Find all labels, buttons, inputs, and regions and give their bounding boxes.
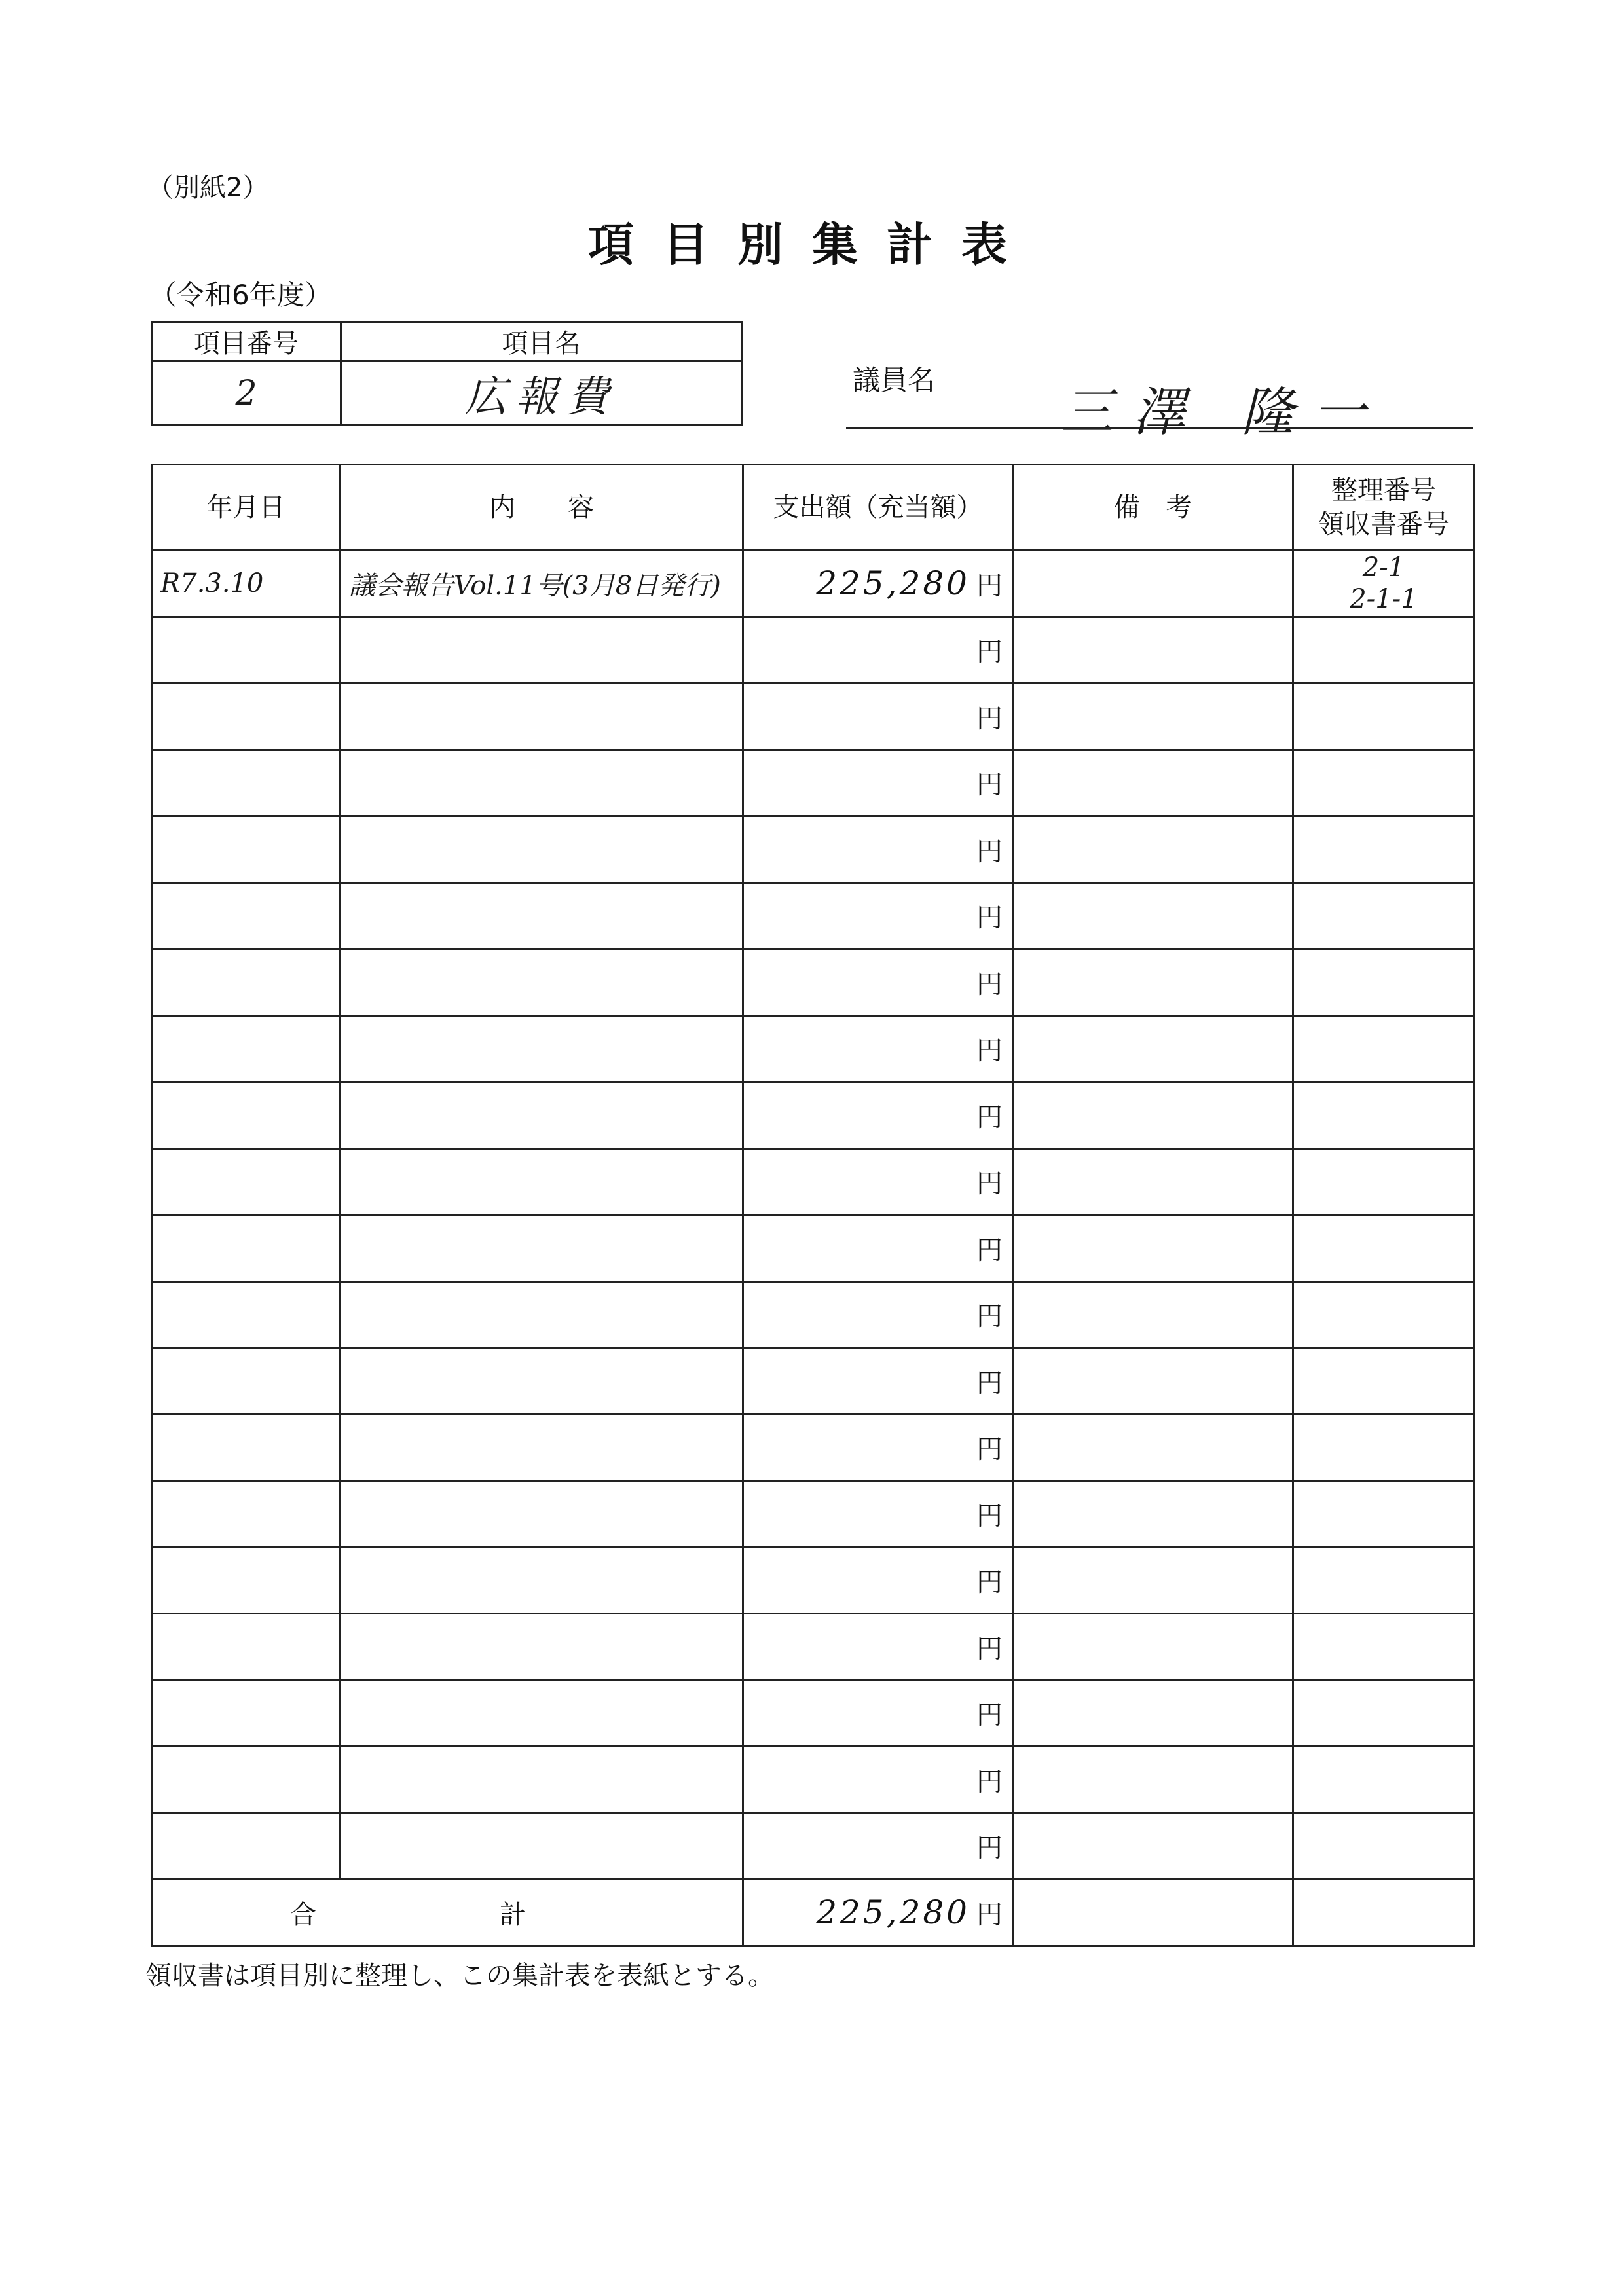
item-no-value: 2 <box>235 373 257 413</box>
table-row <box>152 883 1475 949</box>
row-content[interactable] <box>341 1414 743 1481</box>
table-row <box>152 1414 1475 1481</box>
yen-unit: 円 <box>976 1235 1003 1266</box>
row-date[interactable] <box>152 1215 341 1282</box>
yen-unit: 円 <box>976 1434 1003 1465</box>
member-label: 議員名 <box>853 364 936 396</box>
row-date[interactable] <box>152 1348 341 1415</box>
row-content[interactable] <box>341 750 743 816</box>
table-row <box>152 1680 1475 1747</box>
row-notes[interactable] <box>1013 949 1293 1016</box>
yen-unit: 円 <box>976 571 1003 602</box>
row-content[interactable] <box>341 1348 743 1415</box>
row-notes[interactable] <box>1013 1614 1293 1681</box>
row-content[interactable] <box>341 883 743 949</box>
row-amount-cell[interactable] <box>743 1813 1013 1880</box>
row-notes[interactable] <box>1013 683 1293 750</box>
row-date[interactable] <box>152 1481 341 1548</box>
yen-unit: 円 <box>976 637 1003 668</box>
row-content[interactable] <box>341 1680 743 1747</box>
row-amount-cell[interactable] <box>743 816 1013 883</box>
row-amount-cell[interactable] <box>743 551 1013 617</box>
yen-unit: 円 <box>976 903 1003 934</box>
table-row <box>152 1015 1475 1082</box>
total-label: 合 計 <box>152 1880 743 1946</box>
row-content[interactable] <box>341 1747 743 1813</box>
row-amount-cell[interactable] <box>743 883 1013 949</box>
row-content[interactable] <box>341 1015 743 1082</box>
yen-unit: 円 <box>976 703 1003 734</box>
table-row <box>152 1547 1475 1614</box>
row-ref[interactable] <box>1293 1547 1475 1614</box>
row-date[interactable] <box>152 1148 341 1215</box>
row-notes[interactable] <box>1013 1680 1293 1747</box>
row-ref[interactable] <box>1293 1614 1475 1681</box>
row-notes[interactable] <box>1013 1813 1293 1880</box>
row-ref[interactable] <box>1293 1215 1475 1282</box>
header-ref-line2: 領収書番号 <box>1318 509 1449 539</box>
row-notes[interactable] <box>1013 750 1293 816</box>
row-date[interactable] <box>152 1015 341 1082</box>
member-name-underline <box>846 427 1473 429</box>
row-date[interactable] <box>152 750 341 816</box>
yen-unit: 円 <box>976 1567 1003 1598</box>
yen-unit: 円 <box>976 1036 1003 1066</box>
header-notes: 備 考 <box>1013 465 1293 551</box>
table-row <box>152 1747 1475 1813</box>
header-date: 年月日 <box>152 465 341 551</box>
row-content[interactable] <box>341 1614 743 1681</box>
yen-unit: 円 <box>976 1700 1003 1731</box>
row-content[interactable] <box>341 949 743 1016</box>
row-notes[interactable] <box>1013 1747 1293 1813</box>
yen-unit: 円 <box>976 1368 1003 1398</box>
row-content[interactable] <box>341 1547 743 1614</box>
row-ref[interactable] <box>1293 683 1475 750</box>
row-ref[interactable] <box>1293 1281 1475 1348</box>
header-amount: 支出額（充当額） <box>743 465 1013 551</box>
row-ref[interactable] <box>1293 617 1475 683</box>
row-date[interactable] <box>152 1614 341 1681</box>
row-ref-line2: 2-1-1 <box>1350 584 1418 615</box>
member-name[interactable]: 三澤 隆一 <box>1061 382 1386 443</box>
item-table <box>151 321 743 426</box>
row-ref[interactable] <box>1293 816 1475 883</box>
fiscal-year: （令和6年度） <box>149 279 332 311</box>
row-date[interactable] <box>152 1414 341 1481</box>
yen-unit: 円 <box>976 770 1003 801</box>
row-ref[interactable] <box>1293 551 1475 617</box>
row-date[interactable] <box>152 1680 341 1747</box>
row-notes[interactable] <box>1013 1215 1293 1282</box>
row-amount-cell[interactable] <box>743 1547 1013 1614</box>
row-content[interactable] <box>341 1148 743 1215</box>
header-ref <box>1293 465 1475 551</box>
row-ref[interactable] <box>1293 1414 1475 1481</box>
row-date[interactable] <box>152 1281 341 1348</box>
row-ref[interactable] <box>1293 883 1475 949</box>
yen-unit: 円 <box>976 969 1003 1000</box>
row-date[interactable] <box>152 883 341 949</box>
row-amount-cell[interactable] <box>743 1680 1013 1747</box>
table-row <box>152 551 1475 617</box>
row-ref[interactable] <box>1293 750 1475 816</box>
row-ref[interactable] <box>1293 1082 1475 1149</box>
page-title: 項目別集計表 <box>588 218 1036 272</box>
row-notes[interactable] <box>1013 883 1293 949</box>
sheet-label: （別紙2） <box>147 173 269 203</box>
row-ref-line1: 2-1 <box>1362 553 1405 583</box>
expense-table <box>151 464 1475 1947</box>
yen-unit: 円 <box>976 1501 1003 1531</box>
total-yen-unit: 円 <box>976 1900 1003 1931</box>
row-content[interactable] <box>341 1082 743 1149</box>
row-date[interactable] <box>152 1082 341 1149</box>
row-notes[interactable] <box>1013 1348 1293 1415</box>
row-date[interactable] <box>152 949 341 1016</box>
row-amount-cell[interactable] <box>743 1747 1013 1813</box>
row-notes[interactable] <box>1013 1015 1293 1082</box>
row-ref[interactable] <box>1293 1747 1475 1813</box>
yen-unit: 円 <box>976 1633 1003 1664</box>
table-row <box>152 1215 1475 1282</box>
table-row <box>152 1813 1475 1880</box>
item-name-cell[interactable] <box>341 361 742 426</box>
item-no-cell[interactable] <box>152 361 341 426</box>
row-ref[interactable] <box>1293 1348 1475 1415</box>
table-row <box>152 1348 1475 1415</box>
row-date[interactable] <box>152 1747 341 1813</box>
item-no-header: 項目番号 <box>152 322 341 361</box>
row-notes[interactable] <box>1013 1481 1293 1548</box>
item-name-header: 項目名 <box>341 322 742 361</box>
yen-unit: 円 <box>976 1102 1003 1133</box>
yen-unit: 円 <box>976 1169 1003 1199</box>
row-content[interactable] <box>341 816 743 883</box>
header-content: 内 容 <box>341 465 743 551</box>
row-content[interactable] <box>341 617 743 683</box>
row-amount-cell[interactable] <box>743 1414 1013 1481</box>
yen-unit: 円 <box>976 1833 1003 1864</box>
row-date[interactable] <box>152 617 341 683</box>
row-notes[interactable] <box>1013 1281 1293 1348</box>
row-content[interactable]: 議会報告Vol.11号(3月8日発行) <box>341 551 743 617</box>
row-amount-cell[interactable] <box>743 1015 1013 1082</box>
row-notes[interactable] <box>1013 1547 1293 1614</box>
row-content[interactable] <box>341 683 743 750</box>
table-row <box>152 1281 1475 1348</box>
header-ref-line1: 整理番号 <box>1331 475 1436 505</box>
table-row <box>152 617 1475 683</box>
expense-table-header <box>152 465 1475 551</box>
row-ref[interactable] <box>1293 1015 1475 1082</box>
row-notes[interactable] <box>1013 1414 1293 1481</box>
row-amount-cell[interactable] <box>743 1481 1013 1548</box>
table-row <box>152 1082 1475 1149</box>
row-date[interactable] <box>152 1813 341 1880</box>
table-row <box>152 949 1475 1016</box>
table-row <box>152 1148 1475 1215</box>
table-row <box>152 1481 1475 1548</box>
row-amount-cell[interactable] <box>743 1614 1013 1681</box>
total-amount-cell[interactable] <box>743 1880 1013 1946</box>
row-amount-cell[interactable] <box>743 617 1013 683</box>
row-amount-cell[interactable] <box>743 1348 1013 1415</box>
row-amount-cell[interactable] <box>743 1215 1013 1282</box>
row-date[interactable] <box>152 816 341 883</box>
total-ref[interactable] <box>1293 1880 1475 1946</box>
row-amount-cell[interactable] <box>743 1082 1013 1149</box>
row-amount-cell[interactable] <box>743 750 1013 816</box>
row-ref[interactable] <box>1293 1148 1475 1215</box>
item-name-value: 広報費 <box>464 373 618 422</box>
row-amount: 225,280 <box>816 564 970 603</box>
row-amount-cell[interactable] <box>743 949 1013 1016</box>
table-row <box>152 750 1475 816</box>
total-notes[interactable] <box>1013 1880 1293 1946</box>
table-row <box>152 1614 1475 1681</box>
footer-note: 領収書は項目別に整理し、この集計表を表紙とする。 <box>145 1961 774 1991</box>
row-amount-cell[interactable] <box>743 1281 1013 1348</box>
total-amount: 225,280 <box>816 1893 970 1932</box>
yen-unit: 円 <box>976 836 1003 867</box>
yen-unit: 円 <box>976 1302 1003 1332</box>
row-date[interactable] <box>152 683 341 750</box>
row-date[interactable] <box>152 1547 341 1614</box>
row-content[interactable] <box>341 1281 743 1348</box>
table-row <box>152 683 1475 750</box>
yen-unit: 円 <box>976 1766 1003 1797</box>
row-ref[interactable] <box>1293 949 1475 1016</box>
row-amount-cell[interactable] <box>743 683 1013 750</box>
row-notes[interactable] <box>1013 551 1293 617</box>
row-amount-cell[interactable] <box>743 1148 1013 1215</box>
row-ref[interactable] <box>1293 1481 1475 1548</box>
row-ref[interactable] <box>1293 1813 1475 1880</box>
row-content[interactable] <box>341 1215 743 1282</box>
row-notes[interactable] <box>1013 816 1293 883</box>
row-content[interactable] <box>341 1813 743 1880</box>
row-notes[interactable] <box>1013 617 1293 683</box>
total-row <box>152 1880 1475 1946</box>
row-notes[interactable] <box>1013 1148 1293 1215</box>
row-notes[interactable] <box>1013 1082 1293 1149</box>
row-ref[interactable] <box>1293 1680 1475 1747</box>
table-row <box>152 816 1475 883</box>
row-date[interactable]: R7.3.10 <box>152 551 341 617</box>
row-content[interactable] <box>341 1481 743 1548</box>
